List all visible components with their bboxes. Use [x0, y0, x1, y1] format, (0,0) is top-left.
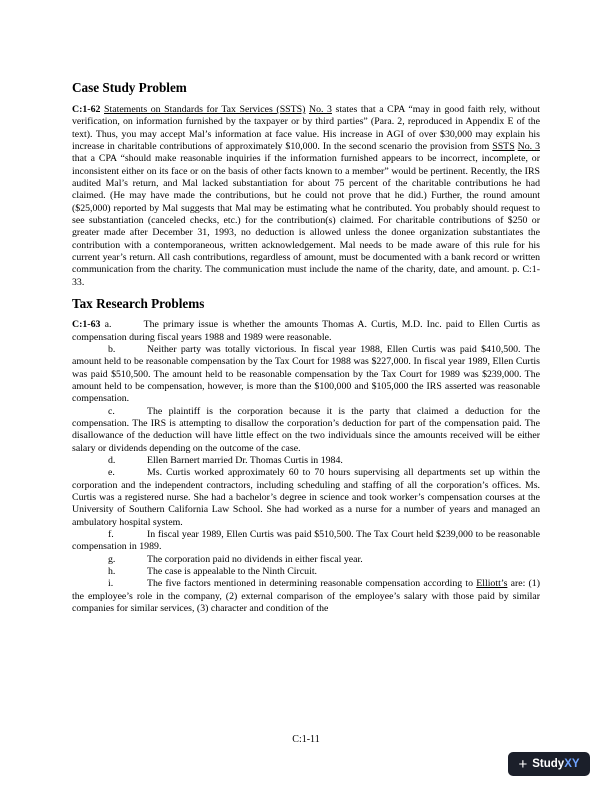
item-label: b. [108, 343, 116, 355]
ssts-reference: Statements on Standards for Tax Services (SSTS) [104, 104, 306, 115]
item-text: The five factors mentioned in determining reasonable compensation according to [147, 578, 477, 590]
item-c [72, 406, 540, 455]
item-label: e. [108, 467, 115, 479]
item-label: g. [108, 553, 116, 565]
item-label: d. [108, 454, 116, 466]
item-text: are: (1) the employee’s role in the company, (2) external comparison of the employee’s salary with those paid by similar companies for similar services, (3) character and condition of the [72, 578, 541, 615]
problem-label: C:1-63 [72, 319, 101, 331]
item-label: a. [104, 319, 112, 331]
page-number: C:1-11 [292, 734, 320, 745]
ssts-reference: SSTS [492, 141, 515, 153]
case-study-heading: Case Study Problem [72, 80, 187, 95]
item-g [72, 554, 540, 566]
studyxy-badge[interactable] [508, 752, 590, 776]
item-h [72, 566, 540, 578]
tax-research-heading: Tax Research Problems [72, 296, 205, 312]
ssts-no3-reference: No. 3 [517, 141, 541, 153]
item-e [72, 467, 540, 529]
item-f [72, 529, 540, 554]
elliotts-reference: Elliott’s [476, 578, 508, 590]
item-label: i. [108, 578, 114, 590]
brand-xy: XY [564, 758, 580, 770]
item-text: The primary issue is whether the amounts Thomas A. Curtis, M.D. Inc. paid to Ellen Curtis as compensation during fiscal years 1988 and 1989 were reasonable. [72, 319, 540, 343]
item-label: f. [108, 529, 114, 540]
plus-icon: + [518, 755, 528, 773]
brand-name [532, 758, 579, 770]
item-d [72, 455, 540, 467]
item-i [72, 578, 540, 615]
document-page [72, 80, 540, 615]
problem-c1-62 [72, 104, 540, 289]
item-text: Neither party was totally victorious. In fiscal year 1988, Ellen Curtis was paid $410,500. The amount held to be reasonable compensation by the Tax Court for 1988 was $227,000. In fiscal year 1989, Ellen Curtis was paid $510,500. The amount held to be reasonable compensation by the Tax Court for 1989 was $239,000. The amount held to be compensation, however, is more than the $100,000 and $105,000 the IRS asserted was reasonable compensation. [72, 343, 540, 405]
item-label: h. [108, 566, 116, 578]
item-b [72, 344, 540, 406]
paragraph-text: that a CPA “should make reasonable inquiries if the information furnished appears to be incorrect, incomplete, or inconsistent either on its face or on the basis of other facts known to a member” would be pertinent. Recently, the IRS audited Mal’s return, and Mal lacked substantiation for about 75 percent of the charitable contributions he had claimed. (He may have made the contributions, but he could not prove that he did.) Further, the round amount ($25,000) reported by Mal suggests that Mal may be estimating what he contributed. You probably should request to see substantiation (canceled checks, etc.) for the contribution(s) claimed. For charitable contributions of $250 or greater made after December 31, 1993, no deduction is allowed unless the donee organization substantiates the contribution with a contemporaneous, written acknowledgement. Mal needs to be made aware of this rule for his current year’s return. All cash contributions, regardless of amount, must be documented with a bank record or written communication from the charity. The communication must include the name of the charity, date, and amount. p. C:1-33. [72, 153, 540, 288]
problem-c1-63-a [72, 319, 540, 344]
item-text: In fiscal year 1989, Ellen Curtis was paid $510,500. The Tax Court held $239,000 to be reasonable compensation in 1989. [72, 529, 540, 553]
item-text: Ms. Curtis worked approximately 60 to 70 hours supervising all departments set up within the corporation and the independent contractors, including scheduling and staffing of all the corporation’s offices. Ms. Curtis was a registered nurse. She had a bachelor’s degree in science and took worker’s compensation courses at the University of Southern California Law School. She had worked as a nurse for a number of years and managed an ambulatory hospital system. [72, 467, 540, 528]
ssts-no3-reference: No. 3 [308, 104, 332, 115]
item-text: The corporation paid no dividends in either fiscal year. [147, 553, 363, 565]
item-text: The case is appealable to the Ninth Circuit. [147, 566, 318, 578]
brand-study: Study [532, 758, 565, 770]
item-text: The plaintiff is the corporation because it is the party that claimed a deduction for the compensation. The IRS is attempting to disallow the corporation’s deduction for part of the compensation paid. The disallowance of the deduction will have little effect on the two individuals since the amounts received will be either salary or dividends depending on the outcome of the case. [72, 405, 540, 454]
item-label: c. [108, 405, 115, 417]
problem-label: C:1-62 [72, 104, 101, 115]
paragraph-text: states that a CPA “may in good faith rely, without verification, on information furnished by the taxpayer or by third parties” (Para. 2, reproduced in Appendix E of the text). Thus, you may accept Mal’s information at face value. His increase in AGI of over $30,000 may explain his increase in charitable contributions of approximately $10,000. In the second scenario the provision from [72, 104, 541, 153]
item-text: Ellen Barnert married Dr. Thomas Curtis in 1984. [147, 454, 343, 466]
